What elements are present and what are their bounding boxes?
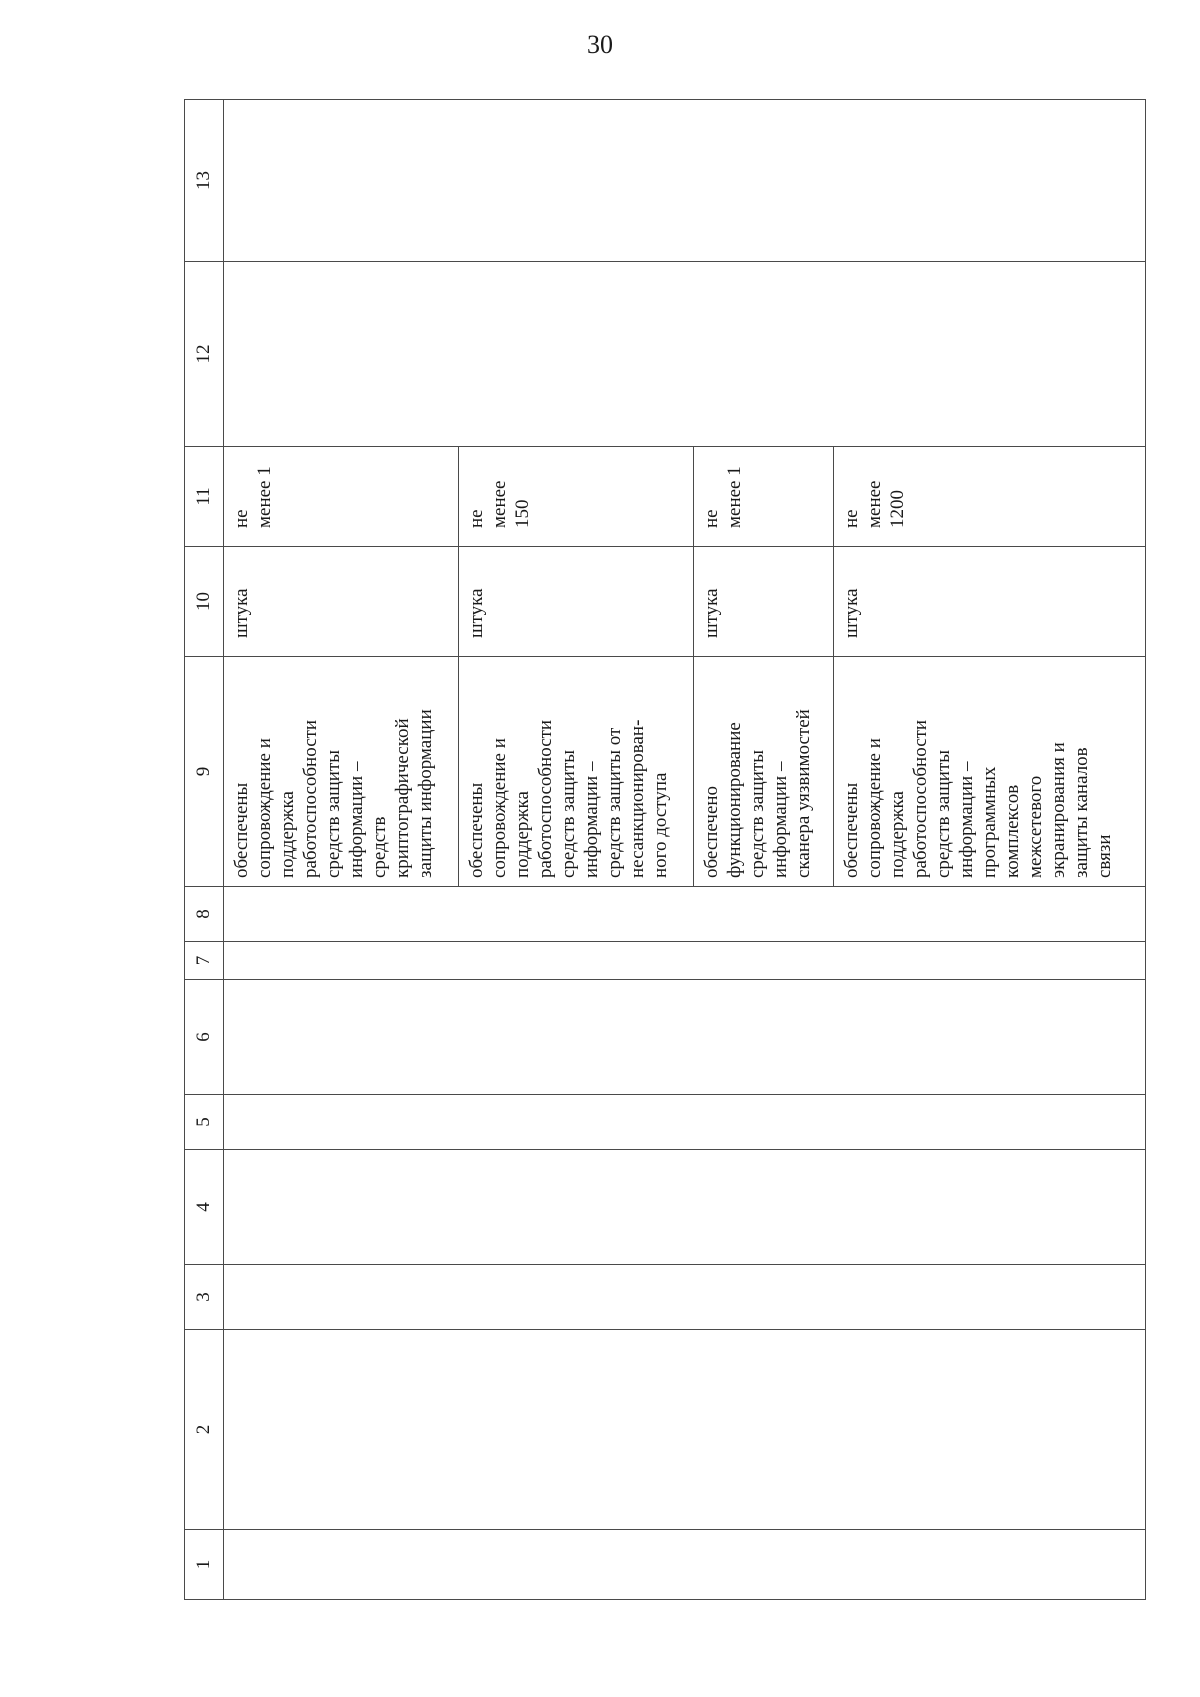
result-description: обеспечены сопровождение и поддержка работоспособности средств защиты информации – средств криптографической защиты информации [231,709,436,878]
unit-value: штука [841,588,862,638]
unit-cell [224,547,459,657]
data-table [184,99,1146,1600]
result-description: обеспечены сопровождение и поддержка работоспособности средств защиты информации – средств защиты от несанкционирован- ного доступа [466,719,671,878]
table-cell-col8 [224,887,1146,942]
table-cell-col2 [224,1330,1146,1530]
column-header-5: 5 [185,1095,224,1150]
result-description-cell [224,657,459,887]
quantity-cell [834,447,1146,547]
table-row [224,100,459,1600]
column-header-1: 1 [185,1530,224,1600]
unit-value: штука [466,588,487,638]
result-description-cell [459,657,694,887]
table-cell-col5 [224,1095,1146,1150]
rotated-table-container [184,100,1144,1600]
unit-value: штука [701,588,722,638]
result-description-cell [834,657,1146,887]
result-description: обеспечены сопровождение и поддержка работоспособности средств защиты информации – программных комплексов межсетевого экранирования и защиты каналов связи [841,719,1115,878]
result-description-cell [694,657,834,887]
unit-value: штука [231,588,252,638]
column-header-4: 4 [185,1150,224,1265]
unit-cell [834,547,1146,657]
column-header-3: 3 [185,1265,224,1330]
table-cell-col4 [224,1150,1146,1265]
column-header-6: 6 [185,980,224,1095]
column-header-9: 9 [185,657,224,887]
table-cell-col3 [224,1265,1146,1330]
column-header-10: 10 [185,547,224,657]
table-cell-col6 [224,980,1146,1095]
column-header-8: 8 [185,887,224,942]
quantity-cell [694,447,834,547]
quantity-value: не менее 1200 [841,480,908,528]
table-cell-col13 [224,100,1146,262]
page-number: 30 [587,30,613,59]
column-header-2: 2 [185,1330,224,1530]
table-cell-col7 [224,942,1146,980]
result-description: обеспечено функционирование средств защиты информации – сканера уязвимостей [701,709,814,878]
column-header-13: 13 [185,100,224,262]
unit-cell [459,547,694,657]
column-header-7: 7 [185,942,224,980]
header-row [185,100,224,1600]
table-cell-col12 [224,262,1146,447]
quantity-value: не менее 1 [701,466,745,528]
unit-cell [694,547,834,657]
table-cell-col1 [224,1530,1146,1600]
quantity-value: не менее 150 [466,480,533,528]
column-header-12: 12 [185,262,224,447]
quantity-value: не менее 1 [231,466,275,528]
quantity-cell [224,447,459,547]
quantity-cell [459,447,694,547]
column-header-11: 11 [185,447,224,547]
